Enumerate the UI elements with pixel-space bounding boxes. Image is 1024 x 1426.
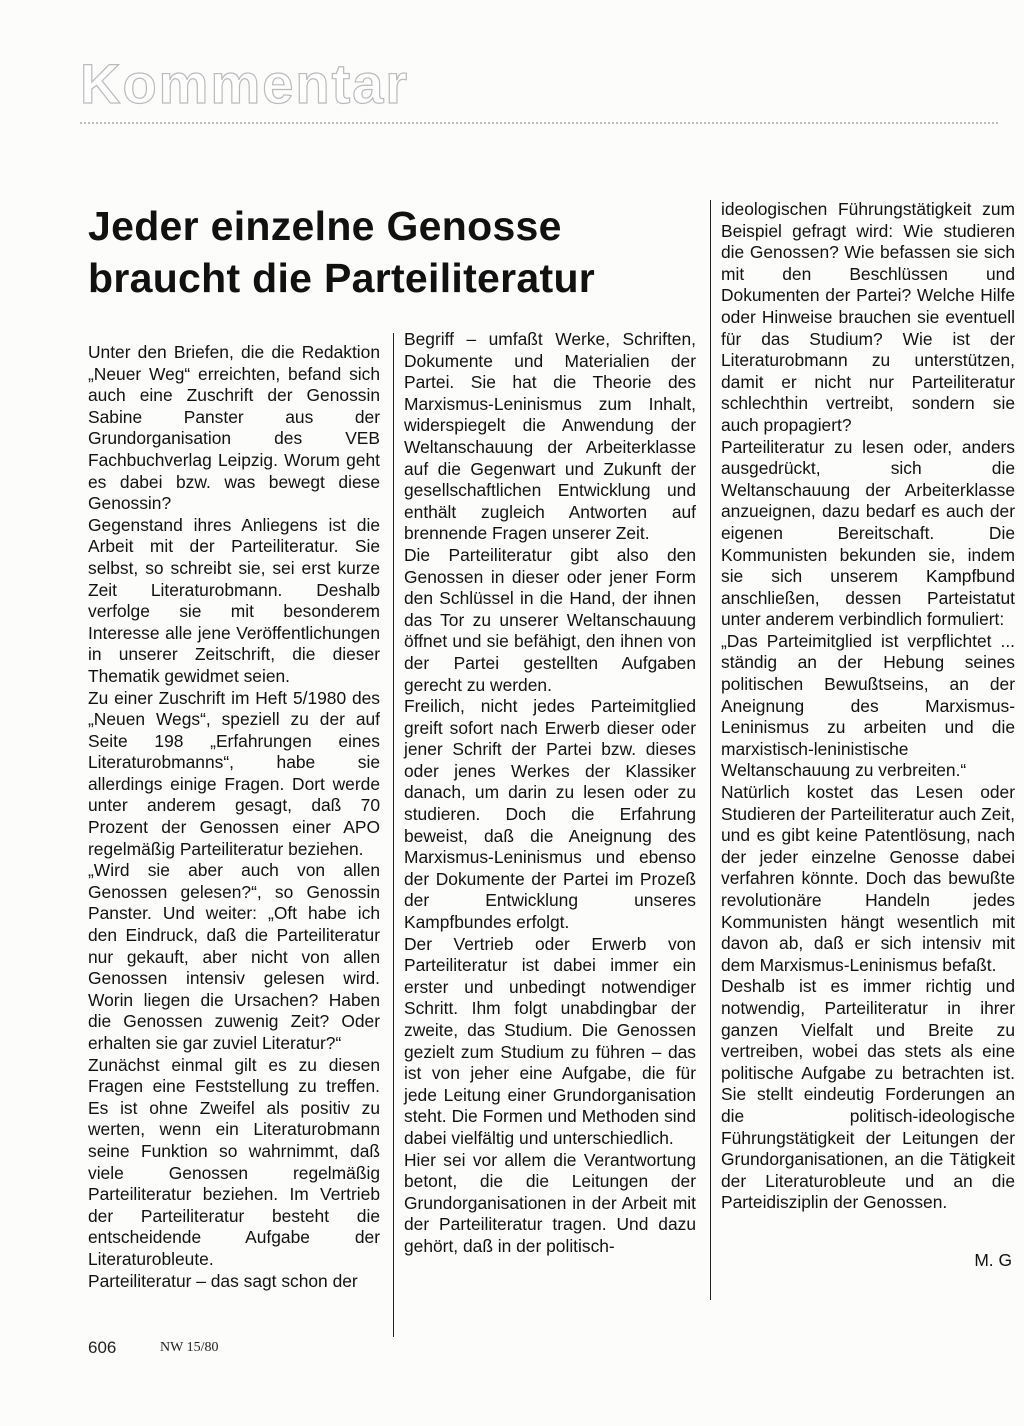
paragraph: Gegenstand ihres Anliegens ist die Arbeit mit der Parteiliteratur. Sie selbst, so schreibt sie, sei erst kurze Zeit Literaturobmann. Deshalb verfolge sie mit besonderem Interesse alle jene Veröffentlichungen in unserer Zeitschrift, die dieser Thematik gewidmet seien. bbox=[88, 514, 380, 686]
paragraph: Deshalb ist es immer richtig und notwendig, Parteiliteratur in ihrer ganzen Vielfalt und Breite zu vertreiben, wobei das stets als eine politische Aufgabe zu betrachten ist. Sie stellt eindeutig Forderungen an die politisch-ideologische Führungstätigkeit der Leitungen der Grundorganisationen, an die Tätigkeit der Literaturobleute und an die Parteidisziplin der Genossen. bbox=[721, 976, 1015, 1213]
section-label: Kommentar bbox=[80, 52, 410, 115]
paragraph: „Das Parteimitglied ist verpflichtet ... ständig an der Hebung seines politischen Bewußtseins, an der Aneignung des Marxismus-Leninismus zu arbeiten und die marxistisch-leninistische Weltanschauung zu verbreiten.“ bbox=[721, 630, 1015, 781]
paragraph: Hier sei vor allem die Verantwortung betont, die die Leitungen der Grundorganisationen in der Arbeit mit der Parteiliteratur tragen. Und dazu gehört, daß in der politisch- bbox=[404, 1149, 696, 1256]
column-rule-2 bbox=[710, 200, 711, 1300]
paragraph: Zunächst einmal gilt es zu diesen Fragen eine Feststellung zu treffen. Es ist ohne Zweifel als positiv zu werten, wenn ein Literaturobmann seine Funktion so wahrnimmt, daß viele Genossen regelmäßig Parteiliteratur beziehen. Im Vertrieb der Parteiliteratur besteht die entscheidende Aufgabe der Literaturobleute. bbox=[88, 1054, 380, 1269]
issue-reference: NW 15/80 bbox=[160, 1340, 219, 1355]
column-rule-1 bbox=[393, 333, 394, 1337]
paragraph: Parteiliteratur zu lesen oder, anders ausgedrückt, sich die Weltanschauung der Arbeiterklasse anzueignen, dazu bedarf es auch der eigenen Bereitschaft. Die Kommunisten bekunden sie, indem sie sich unserem Kampfbund anschließen, dessen Parteistatut unter anderem verbindlich formuliert: bbox=[721, 436, 1015, 630]
paragraph: Natürlich kostet das Lesen oder Studieren der Parteiliteratur auch Zeit, und es gibt keine Patentlösung, nach der jeder einzelne Genosse dabei verfahren könnte. Doch das bewußte revolutionäre Handeln jedes Kommunisten hängt wesentlich mit davon ab, daß er sich intensiv mit dem Marxismus-Leninismus befaßt. bbox=[721, 782, 1015, 975]
author-signature: M. G bbox=[974, 1250, 1012, 1270]
page-number: 606 bbox=[88, 1338, 117, 1357]
headline-line-2: braucht die Parteiliteratur bbox=[88, 255, 596, 301]
section-rule bbox=[80, 122, 998, 124]
headline-line-1: Jeder einzelne Genosse bbox=[88, 203, 562, 249]
paragraph: Zu einer Zuschrift im Heft 5/1980 des „Neuen Wegs“, speziell zu der auf Seite 198 „Erfahrungen eines Literaturobmanns“, habe sie allerdings einige Fragen. Dort werde unter anderem gesagt, daß 70 Prozent der Genossen einer APO regelmäßig Parteiliteratur beziehen. bbox=[88, 687, 380, 859]
paragraph: Parteiliteratur – das sagt schon der bbox=[88, 1270, 358, 1291]
paragraph: Der Vertrieb oder Erwerb von Parteiliteratur ist dabei immer ein erster und unbedingt notwendiger Schritt. Ihm folgt unabdingbar der zweite, das Studium. Die Genossen gezielt zum Studium zu führen – das ist von jeher eine Aufgabe, die für jede Leitung einer Grundorganisation steht. Die Formen und Methoden sind dabei vielfältig und unterschiedlich. bbox=[404, 933, 696, 1148]
headline bbox=[88, 200, 688, 304]
article-column-3 bbox=[721, 199, 1015, 1214]
paragraph: ideologischen Führungstätigkeit zum Beispiel gefragt wird: Wie studieren die Genossen? Wie befassen sie sich mit den Beschlüssen und Dokumenten der Partei? Welche Hilfe oder Hinweise brauchen sie eventuell für das Studium? Wie ist der Literaturobmann zu unterstützen, damit er nicht nur Parteiliteratur schlechthin vertreibt, sondern sie auch propagiert? bbox=[721, 199, 1015, 435]
paragraph: „Wird sie aber auch von allen Genossen gelesen?“, so Genossin Panster. Und weiter: „Oft habe ich den Eindruck, daß die Parteiliteratur nur gekauft, aber nicht von allen Genossen intensiv gelesen wird. Worin liegen die Ursachen? Haben die Genossen zuwenig Zeit? Oder erhalten sie gar zuviel Literatur?“ bbox=[88, 860, 380, 1053]
article-column-2 bbox=[404, 329, 696, 1258]
paragraph: Begriff – umfaßt Werke, Schriften, Dokumente und Materialien der Partei. Sie hat die Theorie des Marxismus-Leninismus zum Inhalt, widerspiegelt die Anwendung der Weltanschauung der Arbeiterklasse auf die Gegenwart und Zukunft der gesellschaftlichen Entwicklung und enthält zugleich Antworten auf brennende Fragen unserer Zeit. bbox=[404, 329, 696, 544]
paragraph: Die Parteiliteratur gibt also den Genossen in dieser oder jener Form den Schlüssel in die Hand, der ihnen das Tor zu unserer Weltanschauung öffnet und sie befähigt, den ihnen von der Partei gestellten Aufgaben gerecht zu werden. bbox=[404, 544, 696, 695]
article-column-1 bbox=[88, 342, 380, 1292]
paragraph: Freilich, nicht jedes Parteimitglied greift sofort nach Erwerb dieser oder jener Schrift der Partei bzw. dieses oder jenes Werkes der Klassiker danach, um darin zu lesen oder zu studieren. Doch die Erfahrung beweist, daß die Aneignung des Marxismus-Leninismus und ebenso der Dokumente der Partei im Prozeß der Entwicklung unseres Kampfbundes erfolgt. bbox=[404, 696, 696, 933]
paragraph: Unter den Briefen, die die Redaktion „Neuer Weg“ erreichten, befand sich auch eine Zuschrift der Genossin Sabine Panster aus der Grundorganisation des VEB Fachbuchverlag Leipzig. Worum geht es dabei bzw. was bewegt diese Genossin? bbox=[88, 342, 380, 514]
